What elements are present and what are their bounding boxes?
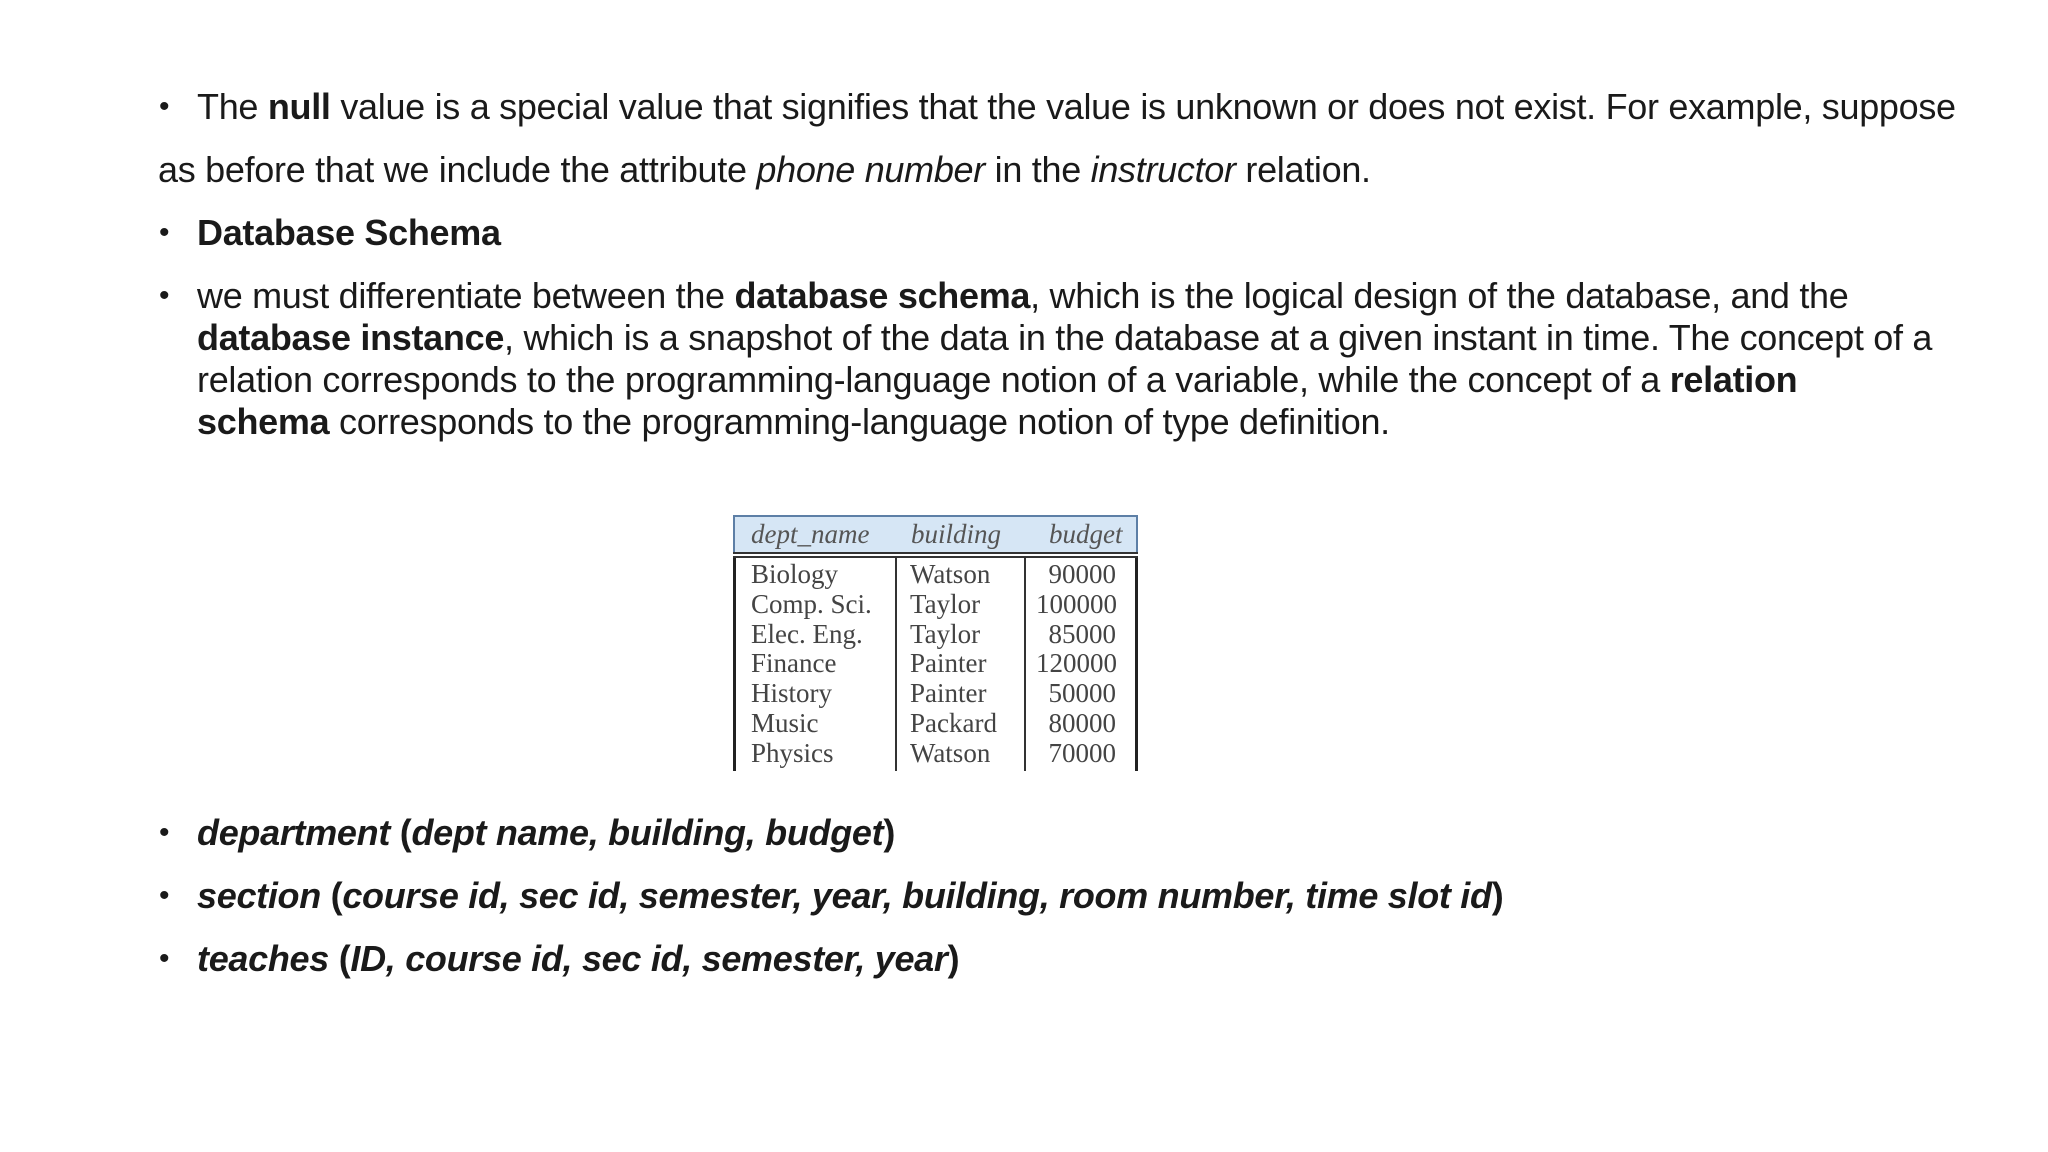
cell-dept-name: Music (751, 708, 819, 738)
paren-close: ) (1491, 875, 1504, 916)
bullet-dot: • (159, 879, 170, 912)
term-database-schema: database schema (734, 275, 1031, 316)
section-heading (197, 212, 501, 254)
paren-open: ( (320, 875, 343, 916)
cell-budget: 80000 (1048, 708, 1116, 738)
term-database-instance: database instance (197, 317, 505, 358)
cell-building: Packard (910, 708, 997, 738)
cell-budget: 120000 (1036, 648, 1117, 679)
cell-budget: 50000 (1048, 678, 1116, 709)
relation-name: department (197, 812, 391, 853)
relation-attributes: course id, sec id, semester, year, building, room number, time slot id (342, 875, 1492, 916)
relation-attributes: ID, course id, sec id, semester, year (350, 938, 948, 979)
text: as before that we include the attribute (158, 149, 757, 190)
null-value-paragraph (197, 86, 1956, 128)
relation-name: section (197, 875, 321, 916)
schema-department (197, 812, 895, 854)
cell-budget: 100000 (1036, 588, 1117, 619)
schema-instance-paragraph (197, 275, 1937, 443)
text: , which is a snapshot of the data in the database at a given instant in time. The concept of a relation corresponds to the programming-language notion of a variable, while the concept of a (197, 317, 1933, 400)
cell-dept-name: Elec. Eng. (751, 618, 863, 649)
header-dept-name: dept_name (751, 519, 870, 549)
column-divider (895, 558, 897, 771)
bullet-dot: • (159, 942, 170, 975)
cell-dept-name: Physics (751, 737, 834, 768)
cell-building: Taylor (910, 618, 981, 649)
paren-close: ) (947, 938, 960, 979)
text: corresponds to the programming-language notion of type definition. (329, 401, 1390, 442)
department-relation-table (733, 515, 1138, 771)
bullet-dot: • (159, 816, 170, 849)
cell-building: Taylor (910, 588, 981, 619)
text: relation. (1235, 149, 1371, 190)
cell-budget: 85000 (1048, 618, 1116, 649)
relation-attributes: dept name, building, budget (411, 812, 884, 853)
term-phone-number: phone number (756, 149, 985, 190)
text: , which is the logical design of the database, and the (1030, 275, 1849, 316)
cell-budget: 70000 (1048, 737, 1116, 768)
null-value-continuation (158, 149, 1371, 191)
relation-name: teaches (197, 938, 329, 979)
header-budget: budget (1049, 519, 1123, 549)
schema-section (197, 875, 1503, 917)
paren-close: ) (883, 812, 896, 853)
text: The (197, 86, 268, 127)
cell-dept-name: Comp. Sci. (751, 588, 872, 619)
bullet-dot: • (159, 90, 170, 123)
paren-open: ( (390, 812, 412, 853)
cell-dept-name: History (751, 678, 832, 709)
cell-building: Watson (910, 559, 991, 589)
term-relation-schema: relation schema (197, 359, 1798, 442)
schema-teaches (197, 938, 959, 980)
text: we must differentiate between the (197, 275, 735, 316)
paren-open: ( (329, 938, 351, 979)
cell-dept-name: Biology (751, 559, 839, 589)
text: value is a special value that signifies that the value is unknown or does not exist. For example, suppose (330, 86, 1956, 127)
header-building: building (911, 519, 1002, 549)
heading-database-schema: Database Schema (197, 212, 501, 253)
cell-budget: 90000 (1048, 559, 1116, 589)
bullet-dot: • (159, 279, 170, 312)
column-divider (1024, 558, 1026, 771)
cell-building: Painter (910, 678, 987, 709)
cell-building: Painter (910, 648, 987, 679)
cell-building: Watson (910, 737, 991, 768)
term-null: null (267, 86, 331, 127)
term-instructor: instructor (1090, 149, 1236, 190)
cell-dept-name: Finance (751, 648, 837, 679)
text: in the (984, 149, 1091, 190)
bullet-dot: • (159, 216, 170, 249)
